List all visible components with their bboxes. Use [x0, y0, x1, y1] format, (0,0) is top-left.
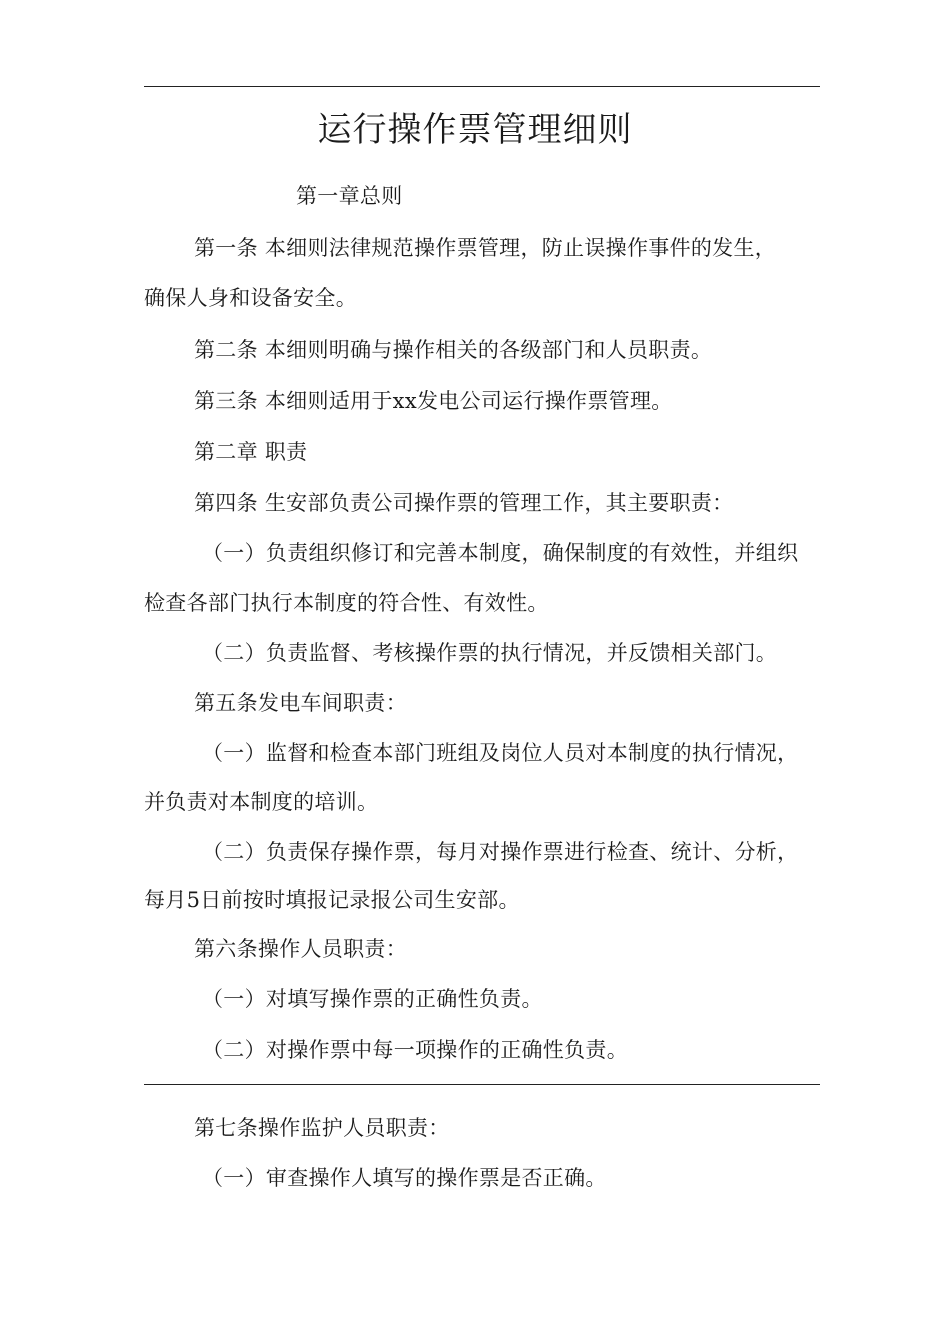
article-4-item-1-line-2: 检查各部门执行本制度的符合性、有效性。	[144, 591, 549, 615]
article-7-intro: 第七条操作监护人员职责：	[194, 1116, 450, 1140]
article-6-item-1: （一）对填写操作票的正确性负责。	[202, 987, 543, 1011]
page-break-divider	[144, 1084, 820, 1085]
article-4-item-1-line-1: （一）负责组织修订和完善本制度，确保制度的有效性，并组织	[202, 541, 799, 565]
article-6-item-2: （二）对操作票中每一项操作的正确性负责。	[202, 1038, 628, 1062]
article-5-item-2-line-1: （二）负责保存操作票，每月对操作票进行检查、统计、分析，	[202, 840, 799, 864]
article-5-item-1-line-1: （一）监督和检查本部门班组及岗位人员对本制度的执行情况，	[202, 741, 799, 765]
document-title: 运行操作票管理细则	[317, 110, 633, 150]
article-1-line-1: 第一条 本细则法律规范操作票管理，防止误操作事件的发生，	[194, 236, 777, 260]
article-1-line-2: 确保人身和设备安全。	[144, 286, 357, 310]
article-2: 第二条 本细则明确与操作相关的各级部门和人员职责。	[194, 338, 713, 362]
top-divider	[144, 86, 820, 87]
article-5-intro: 第五条发电车间职责：	[194, 691, 407, 715]
article-7-item-1: （一）审查操作人填写的操作票是否正确。	[202, 1166, 607, 1190]
chapter-2-heading: 第二章 职责	[194, 440, 308, 464]
article-5-item-2-line-2: 每月5日前按时填报记录报公司生安部。	[144, 888, 520, 912]
chapter-1-heading: 第一章总则	[296, 184, 403, 208]
article-5-item-1-line-2: 并负责对本制度的培训。	[144, 790, 379, 814]
article-3: 第三条 本细则适用于xx发电公司运行操作票管理。	[194, 389, 673, 413]
article-6-intro: 第六条操作人员职责：	[194, 937, 407, 961]
article-4-item-2: （二）负责监督、考核操作票的执行情况，并反馈相关部门。	[202, 641, 778, 665]
article-4-intro: 第四条 生安部负责公司操作票的管理工作，其主要职责：	[194, 491, 734, 515]
